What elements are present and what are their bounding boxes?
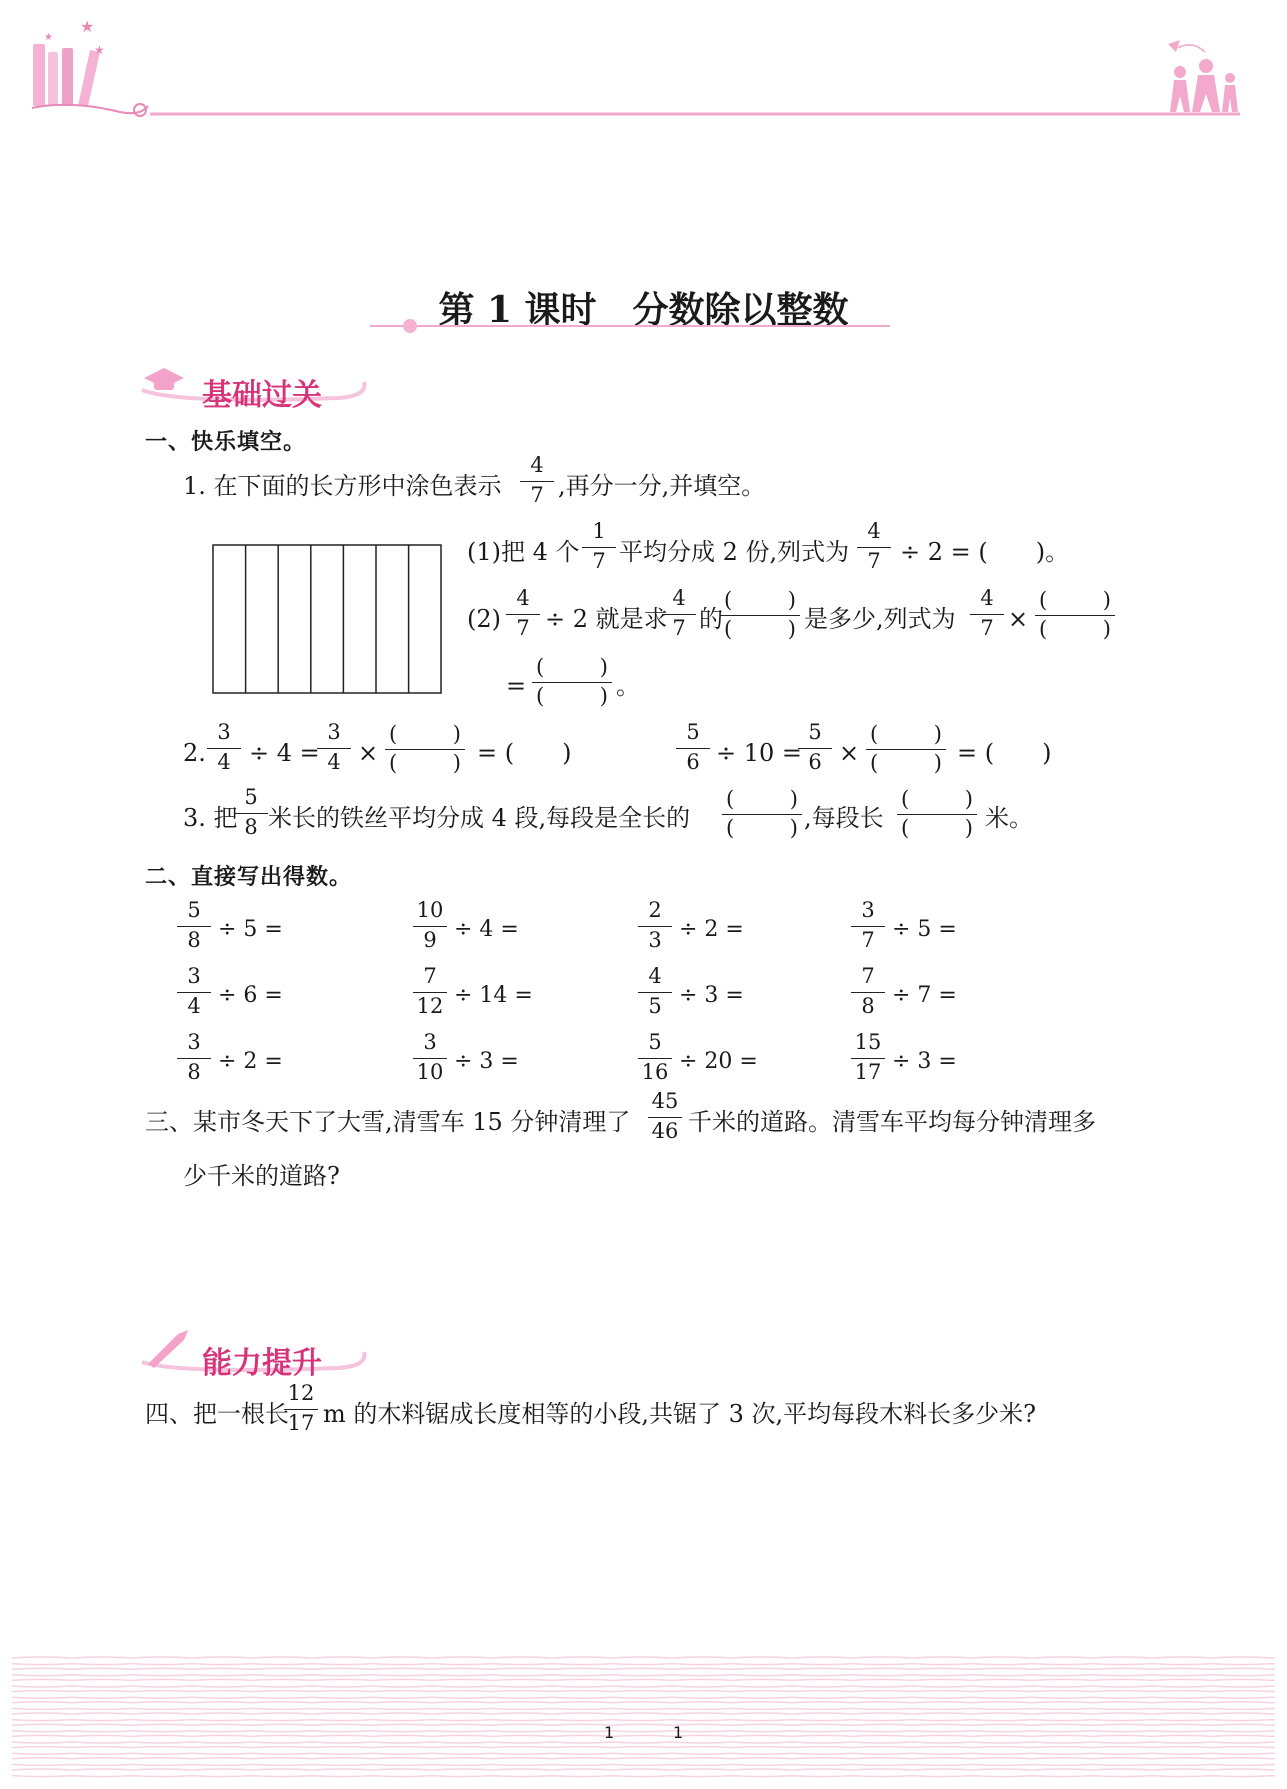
svg-text:★: ★ xyxy=(80,17,95,36)
page-number-left: 1 xyxy=(604,1723,615,1742)
q2-operation[interactable]: ÷ 3 = xyxy=(892,1049,957,1074)
q1-sub2-c: 的 xyxy=(699,605,723,633)
footer-stripe xyxy=(12,1702,1275,1703)
q1-sub1-c[interactable]: ÷ 2 = ( )。 xyxy=(900,538,1070,566)
q1-item2-num: 2. xyxy=(183,739,206,767)
lesson-title: 第 1 课时 分数除以整数 xyxy=(438,289,849,331)
footer-stripe xyxy=(12,1686,1275,1687)
blank-fraction[interactable]: ( ) ( ) xyxy=(532,657,612,710)
q2-fraction: 15 17 xyxy=(848,1032,888,1086)
q2-operation[interactable]: ÷ 14 = xyxy=(454,983,533,1008)
fraction: 4 7 xyxy=(517,455,557,509)
q1-item2-left-op1: ÷ 4 = xyxy=(249,739,320,767)
fraction: 5 6 xyxy=(673,722,713,776)
fraction: 12 17 xyxy=(281,1383,321,1437)
q1-item2-right-op2: × xyxy=(839,739,860,767)
footer-stripe xyxy=(12,1668,1275,1669)
footer-stripe xyxy=(12,1742,1275,1743)
q1-item2-right-op1: ÷ 10 = xyxy=(716,739,803,767)
footer-stripe xyxy=(12,1769,1275,1770)
q1-sub1-a: (1)把 4 个 xyxy=(467,538,580,566)
q2-operation[interactable]: ÷ 2 = xyxy=(218,1049,283,1074)
q1-item1-suffix: ,再分一分,并填空。 xyxy=(558,472,766,500)
q2-fraction: 3 7 xyxy=(848,900,888,954)
blank-fraction[interactable]: ( ) ( ) xyxy=(897,789,977,842)
footer-stripe xyxy=(12,1747,1275,1748)
footer-stripes xyxy=(12,1652,1275,1782)
section-basic-title: 基础过关 xyxy=(202,378,322,413)
q2-operation[interactable]: ÷ 2 = xyxy=(679,917,744,942)
blank-fraction[interactable]: ( ) ( ) xyxy=(720,590,800,643)
footer-stripe xyxy=(12,1758,1275,1759)
fraction: 45 46 xyxy=(645,1091,685,1145)
footer-stripe xyxy=(12,1720,1275,1721)
q2-operation[interactable]: ÷ 5 = xyxy=(218,917,283,942)
fraction: 1 7 xyxy=(579,521,619,575)
q1-sub2-d: 是多少,列式为 xyxy=(804,605,956,633)
q1-item3-mid: 米长的铁丝平均分成 4 段,每段是全长的 xyxy=(268,804,691,832)
q2-fraction: 7 12 xyxy=(410,966,450,1020)
q2-operation[interactable]: ÷ 3 = xyxy=(679,983,744,1008)
q2-operation[interactable]: ÷ 4 = xyxy=(454,917,519,942)
q1-heading: 一、快乐填空。 xyxy=(145,430,307,455)
q1-sub2-b: ÷ 2 就是求 xyxy=(545,605,668,633)
svg-text:★: ★ xyxy=(44,32,53,43)
q2-fraction: 4 5 xyxy=(635,966,675,1020)
q2-operation[interactable]: ÷ 20 = xyxy=(679,1049,758,1074)
footer-stripe xyxy=(12,1731,1275,1732)
fraction: 5 8 xyxy=(231,787,271,841)
footer-stripe xyxy=(12,1735,1275,1736)
q1-sub2-eq: = xyxy=(506,672,527,700)
q1-sub2-a: (2) xyxy=(467,605,501,633)
q2-fraction: 2 3 xyxy=(635,900,675,954)
books-logo xyxy=(32,17,148,116)
title-underline xyxy=(370,318,890,338)
footer-stripe xyxy=(12,1713,1275,1714)
footer-stripe xyxy=(12,1753,1275,1754)
q1-item2-left-op2: × xyxy=(358,739,379,767)
svg-text:★: ★ xyxy=(94,43,105,57)
q2-fraction: 7 8 xyxy=(848,966,888,1020)
q2-operation[interactable]: ÷ 3 = xyxy=(454,1049,519,1074)
q1-sub2-e: × xyxy=(1008,605,1029,633)
q1-sub2-end: 。 xyxy=(616,672,640,700)
fraction: 4 7 xyxy=(854,521,894,575)
q2-fraction: 5 8 xyxy=(174,900,214,954)
q3-suffix: 千米的道路。清雪车平均每分钟清理多 xyxy=(688,1108,1096,1136)
q2-fraction: 3 10 xyxy=(410,1032,450,1086)
q1-item2-right-tail[interactable]: = ( ) xyxy=(957,739,1052,767)
shading-rectangle[interactable] xyxy=(212,544,444,696)
q4-prefix: 四、把一根长 xyxy=(145,1400,289,1428)
section-advanced-title: 能力提升 xyxy=(202,1346,322,1381)
q2-heading: 二、直接写出得数。 xyxy=(145,865,353,890)
fraction: 3 4 xyxy=(314,722,354,776)
q2-fraction: 5 16 xyxy=(635,1032,675,1086)
q1-item2-left-tail[interactable]: = ( ) xyxy=(477,739,572,767)
q2-operation[interactable]: ÷ 5 = xyxy=(892,917,957,942)
q1-item3-end: 米。 xyxy=(985,804,1033,832)
footer-stripe xyxy=(12,1708,1275,1709)
fraction: 5 6 xyxy=(795,722,835,776)
footer-stripe xyxy=(12,1675,1275,1676)
blank-fraction[interactable]: ( ) ( ) xyxy=(866,724,946,777)
footer-stripe xyxy=(12,1776,1275,1777)
header-decoration xyxy=(0,0,1287,150)
q1-item3-mid2: ,每段长 xyxy=(804,804,884,832)
footer-stripe xyxy=(12,1697,1275,1698)
q2-operation[interactable]: ÷ 6 = xyxy=(218,983,283,1008)
q3-line2: 少千米的道路? xyxy=(183,1162,340,1190)
fraction: 4 7 xyxy=(659,588,699,642)
blank-fraction[interactable]: ( ) ( ) xyxy=(722,789,802,842)
q2-operation[interactable]: ÷ 7 = xyxy=(892,983,957,1008)
q2-fraction: 3 4 xyxy=(174,966,214,1020)
page-number-right: 1 xyxy=(673,1723,684,1742)
footer-stripe xyxy=(12,1657,1275,1658)
footer-stripe xyxy=(12,1664,1275,1665)
blank-fraction[interactable]: ( ) ( ) xyxy=(1035,590,1115,643)
footer-stripe xyxy=(12,1679,1275,1680)
blank-fraction[interactable]: ( ) ( ) xyxy=(385,724,465,777)
q1-item3-prefix: 3. 把 xyxy=(183,804,238,832)
q2-fraction: 10 9 xyxy=(410,900,450,954)
footer-stripe xyxy=(12,1724,1275,1725)
q2-fraction: 3 8 xyxy=(174,1032,214,1086)
footer-stripe xyxy=(12,1764,1275,1765)
footer-stripe xyxy=(12,1691,1275,1692)
q1-item1-prefix: 1. 在下面的长方形中涂色表示 xyxy=(183,472,502,500)
q1-sub1-b: 平均分成 2 份,列式为 xyxy=(619,538,850,566)
fraction: 4 7 xyxy=(503,588,543,642)
fraction: 3 4 xyxy=(204,722,244,776)
fraction: 4 7 xyxy=(967,588,1007,642)
q4-suffix: m 的木料锯成长度相等的小段,共锯了 3 次,平均每段木料长多少米? xyxy=(323,1400,1037,1428)
children-silhouette xyxy=(1168,40,1238,112)
q3-prefix: 三、某市冬天下了大雪,清雪车 15 分钟清理了 xyxy=(145,1108,631,1136)
